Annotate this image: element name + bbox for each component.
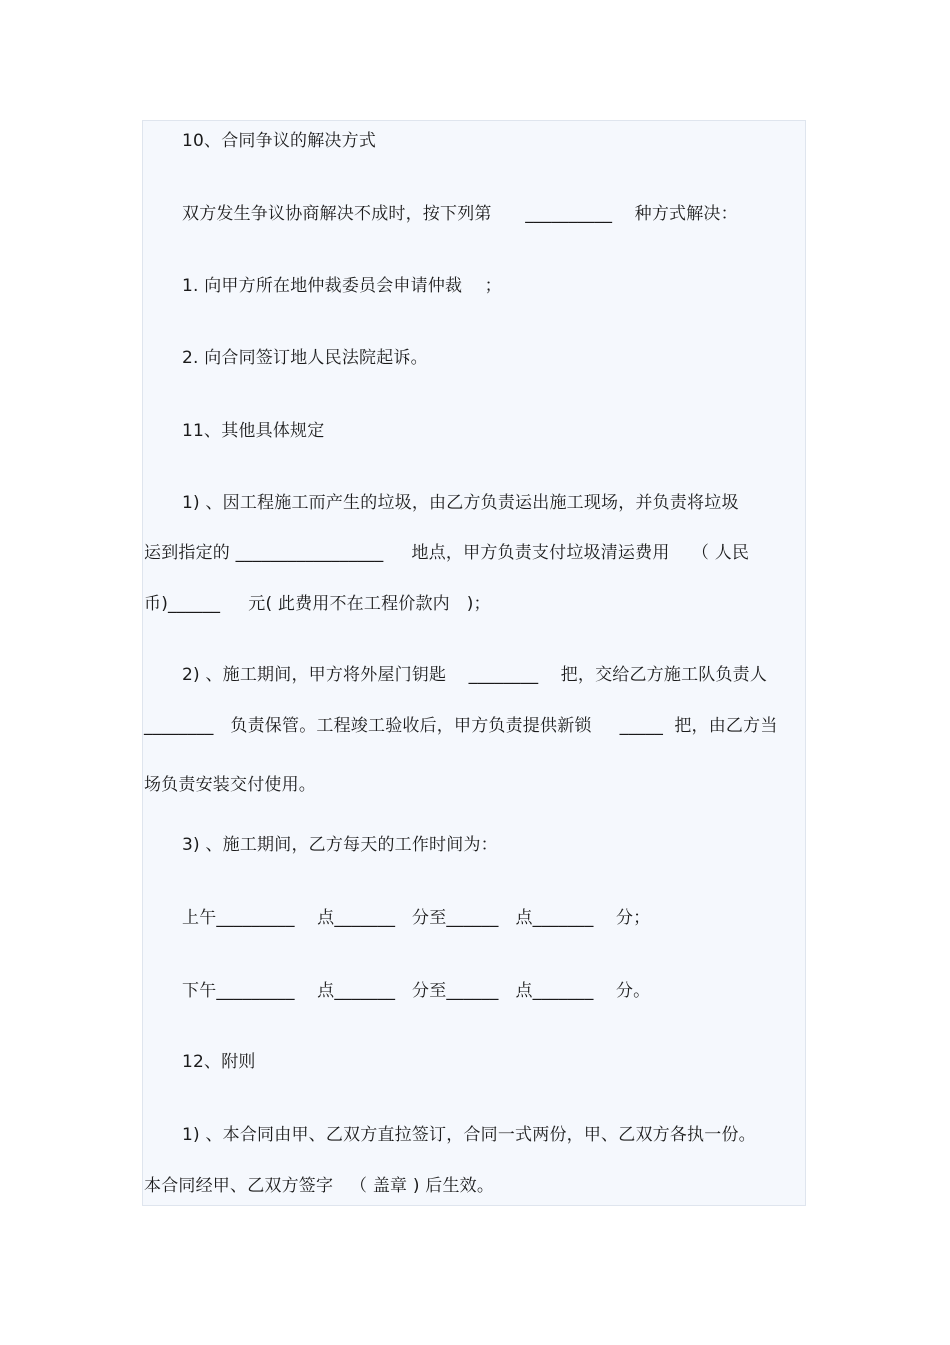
paragraph-arbitration-option: 1. 向甲方所在地仲裁委员会申请仲裁 ； <box>182 276 502 296</box>
paragraph-work-hours: 3) 、施工期间，乙方每天的工作时间为： <box>182 835 498 855</box>
paragraph-garbage-line-3: 币)______ 元( 此费用不在工程价款内 )； <box>144 594 491 614</box>
section-10-heading: 10、合同争议的解决方式 <box>182 131 377 151</box>
paragraph-supplementary-line-1: 1) 、本合同由甲、乙双方直拉签订，合同一式两份，甲、乙双方各执一份。 <box>182 1125 756 1145</box>
paragraph-keys-line-2: ________ 负责保管。工程竣工验收后，甲方负责提供新锁 _____ 把，由乙方当 <box>144 716 778 736</box>
paragraph-garbage-line-2: 运到指定的 _________________ 地点，甲方负责支付垃圾清运费用 （ 人民 <box>144 543 750 563</box>
paragraph-garbage-line-1: 1) 、因工程施工而产生的垃圾，由乙方负责运出施工现场，并负责将垃圾 <box>182 493 739 513</box>
section-11-heading: 11、其他具体规定 <box>182 421 325 441</box>
paragraph-morning-hours: 上午_________ 点_______ 分至______ 点_______ 分； <box>182 908 651 928</box>
paragraph-afternoon-hours: 下午_________ 点_______ 分至______ 点_______ 分。 <box>182 981 651 1001</box>
paragraph-supplementary-line-2: 本合同经甲、乙双方签字 （ 盖章 ) 后生效。 <box>144 1176 495 1196</box>
paragraph-keys-line-3: 场负责安装交付使用。 <box>144 775 316 795</box>
paragraph-court-option: 2. 向合同签订地人民法院起诉。 <box>182 348 428 368</box>
paragraph-dispute-method: 双方发生争议协商解决不成时，按下列第 __________ 种方式解决： <box>182 204 738 224</box>
section-12-heading: 12、附则 <box>182 1052 256 1072</box>
paragraph-keys-line-1: 2) 、施工期间，甲方将外屋门钥匙 ________ 把，交给乙方施工队负责人 <box>182 665 768 685</box>
